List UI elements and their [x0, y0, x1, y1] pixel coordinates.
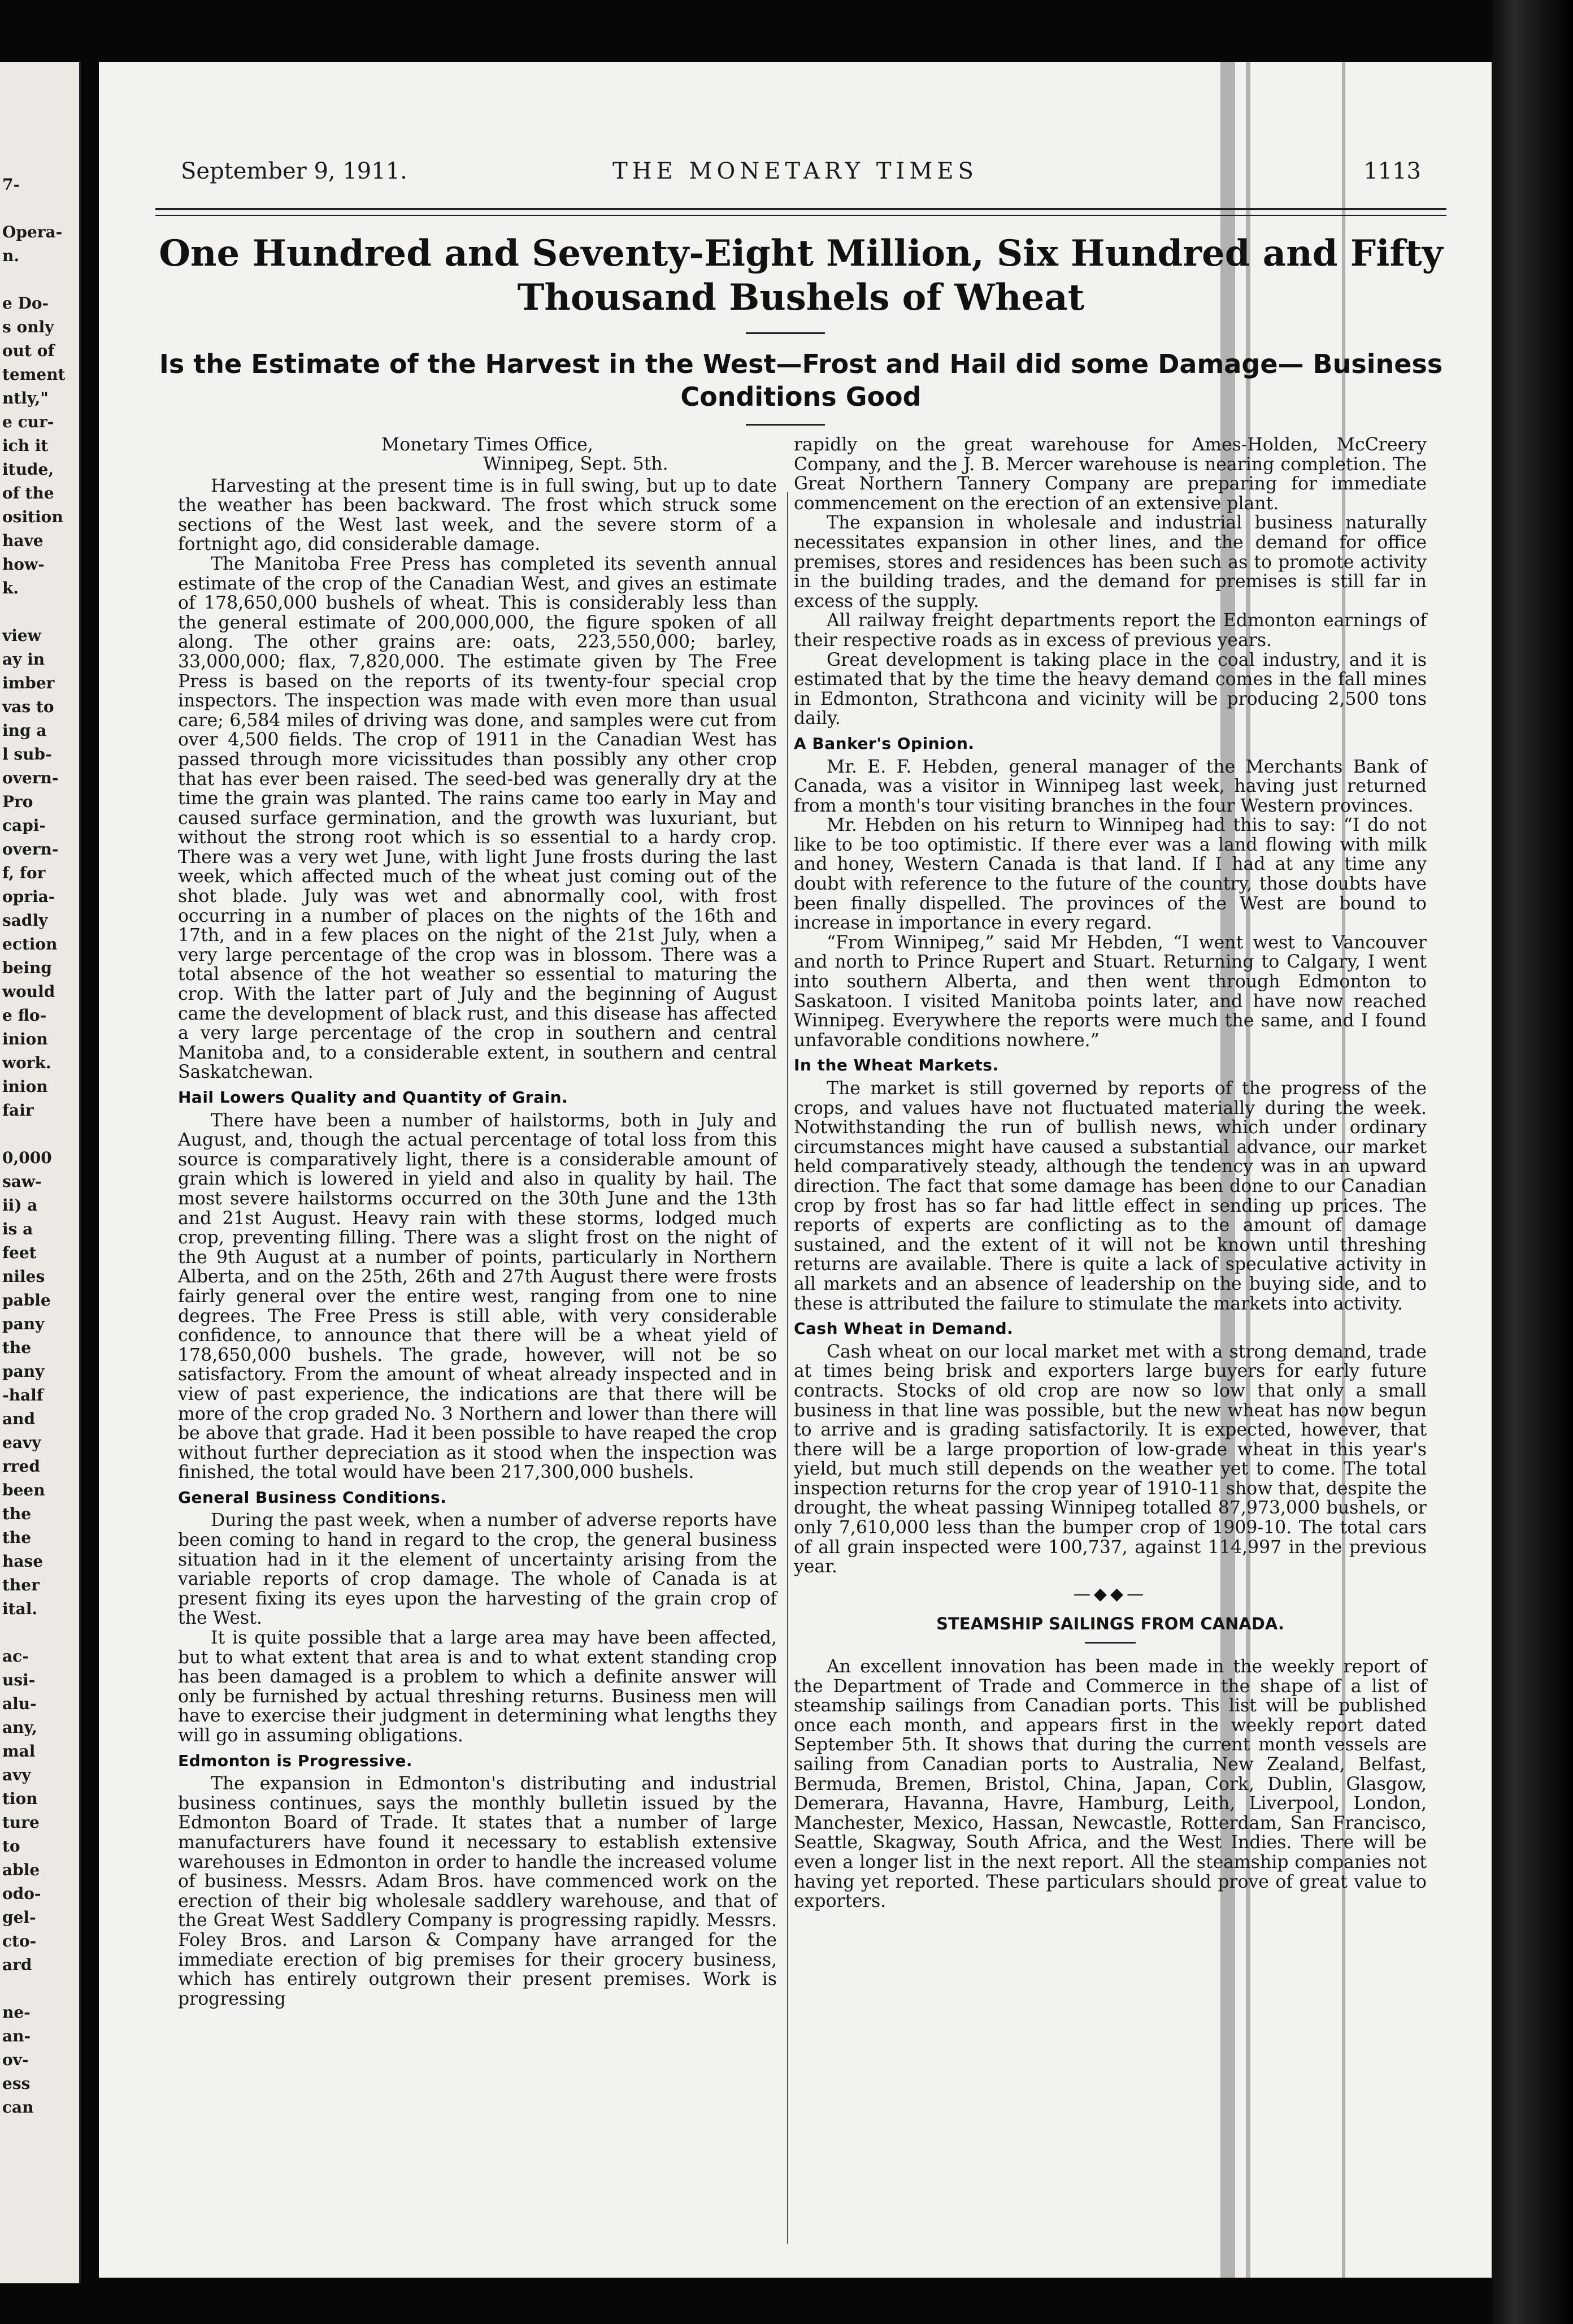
margin-fragment: itude, [2, 460, 54, 479]
margin-fragment: pable [2, 1291, 51, 1310]
margin-fragment: ing a [2, 721, 47, 740]
section-ornament: —◆◆— [1073, 1584, 1148, 1604]
paragraph: The market is still governed by reports of the progress of the crops, and values have not fluctuated materially during the week. Notwithstanding the run of bullish news, which under ordinary circumstances might have caused a substantial advance, our market held comparatively steady, although the tendency was in an upward direction. The fact that some damage has been done to our Canadian crop by frost has so far had little effect in sending up prices. The reports of experts are conflicting as to the amount of damage sustained, and the extent of it will not be known until threshing returns are available. There is quite a lack of speculative activity in all markets and an absence of leadership on the buying side, and to these is attributed the failure to stimulate the markets into activity. [794, 1078, 1427, 1314]
dateline-office: Monetary Times Office, [381, 435, 593, 455]
margin-fragment: gel- [2, 1908, 36, 1927]
margin-fragment: tement [2, 365, 66, 384]
paragraph: “From Winnipeg,” said Mr Hebden, “I went west to Vancouver and north to Prince Rupert and Stuart. Returning to Calgary, I went into southern Alberta, and then went through Edmonton to Saskatoon. I visited Manitoba points later, and have now reached Winnipeg. Everywhere the reports were much the same, and I found unfavorable conditions nowhere.” [794, 932, 1427, 1051]
margin-fragment: rred [2, 1457, 40, 1476]
margin-fragment: can [2, 2098, 34, 2117]
section-heading-steamship: STEAMSHIP SAILINGS FROM CANADA. [936, 1614, 1284, 1634]
margin-fragment: k. [2, 579, 19, 597]
paragraph: Great development is taking place in the coal industry, and it is estimated that by the time the heavy demand comes in the fall mines in Edmonton, Strathcona and vicinity will be producing 2,500 tons daily. [794, 649, 1427, 729]
margin-fragment: out of [2, 341, 55, 360]
section-heading-cash-wheat: Cash Wheat in Demand. [794, 1319, 1014, 1338]
margin-fragment: to [2, 1837, 20, 1855]
margin-fragment: 0,000 [2, 1148, 52, 1167]
margin-fragment: ne- [2, 2003, 31, 2022]
heading-rule [1085, 1642, 1136, 1644]
margin-fragment: e cur- [2, 413, 54, 431]
margin-fragment: 7- [2, 175, 20, 194]
paragraph: Mr. E. F. Hebden, general manager of the Merchants Bank of Canada, was a visitor in Winnipeg last week, having just returned from a month's tour visiting branches in the four Western provinces. [794, 756, 1427, 816]
margin-fragment: ture [2, 1813, 40, 1832]
margin-fragment: the [2, 1338, 32, 1357]
margin-fragment: saw- [2, 1172, 42, 1191]
paragraph: Harvesting at the present time is in full swing, but up to date the weather has been backward. The frost which struck some sections of the West last week, and the severe storm of a fortnight ago, did considerable damage. [178, 475, 777, 555]
column-divider [787, 492, 788, 2244]
newspaper-page [99, 62, 1492, 2278]
margin-fragment: ov- [2, 2050, 29, 2069]
margin-fragment: pany [2, 1315, 45, 1333]
margin-fragment: Opera- [2, 223, 63, 241]
margin-fragment: Pro [2, 792, 33, 811]
headline-rule [746, 332, 825, 334]
margin-fragment: osition [2, 508, 63, 526]
margin-fragment: overn- [2, 840, 59, 859]
page-number: 1113 [1363, 158, 1421, 184]
right-column [794, 435, 1427, 1911]
margin-fragment: being [2, 959, 52, 977]
dateline-place: Winnipeg, Sept. 5th. [483, 454, 668, 474]
margin-fragment: is a [2, 1220, 33, 1238]
margin-fragment: inion [2, 1030, 48, 1048]
margin-fragment: cto- [2, 1932, 37, 1950]
margin-fragment: opria- [2, 887, 55, 906]
margin-fragment: e flo- [2, 1006, 47, 1025]
paragraph: Cash wheat on our local market met with a strong demand, trade at times being brisk and exporters large buyers for early future contracts. Stocks of old crop are now so low that only a small business in that line was possible, but the new wheat has now begun to arrive and is grading satisfactorily. It is expected, however, that there will be a large proportion of low-grade wheat in this year's yield, but much still depends on the weather yet to come. The total inspection returns for the crop year of 1910-11 show that, despite the drought, the wheat passing Winnipeg totalled 87,973,000 bushels, or only 7,610,000 less than the bumper crop of 1909-10. The total cars of all grain inspected were 100,737, against 114,997 in the previous year. [794, 1341, 1427, 1577]
margin-fragment: e Do- [2, 294, 49, 313]
margin-fragment: ther [2, 1576, 40, 1594]
margin-fragment: ard [2, 1956, 32, 1974]
margin-fragment: been [2, 1481, 45, 1499]
section-heading-banker: A Banker's Opinion. [794, 734, 975, 753]
margin-fragment: sadly [2, 911, 48, 930]
section-heading-hail: Hail Lowers Quality and Quantity of Grain. [178, 1088, 568, 1107]
margin-fragment: an- [2, 2027, 31, 2045]
section-heading-edmonton: Edmonton is Progressive. [178, 1751, 413, 1770]
header-rule [155, 215, 1446, 216]
margin-fragment: avy [2, 1766, 31, 1784]
margin-fragment: would [2, 982, 55, 1001]
margin-fragment: and [2, 1410, 36, 1428]
margin-fragment: hase [2, 1552, 44, 1571]
margin-fragment: ntly," [2, 389, 49, 407]
margin-fragment: alu- [2, 1694, 37, 1713]
margin-fragment: ich it [2, 436, 49, 455]
margin-fragment: eavy [2, 1433, 41, 1452]
margin-fragment: fair [2, 1101, 34, 1120]
margin-fragment: usi- [2, 1671, 36, 1689]
paragraph: An excellent innovation has been made in the weekly report of the Department of Trade and Commerce in the shape of a list of steamship sailings from Canadian ports. This list will be published once each month, and appears first in the weekly report dated September 5th. It shows that during the current month vessels are sailing from Canadian ports to Australia, New Zealand, Belfast, Bermuda, Bremen, Bristol, China, Japan, Cork, Dublin, Glasgow, Demerara, Havanna, Havre, Hamburg, Leith, Liverpool, London, Manchester, Mexico, Hassan, Newcastle, Rotterdam, San Francisco, Seattle, Skagway, South Africa, and the West Indies. There will be even a longer list in the next report. All the steamship companies not having yet reported. These particulars should prove of great value to exporters. [794, 1657, 1427, 1912]
issue-date: September 9, 1911. [181, 158, 407, 184]
margin-fragment: any, [2, 1718, 37, 1737]
margin-fragment: mal [2, 1742, 36, 1761]
section-heading-wheat-markets: In the Wheat Markets. [794, 1056, 999, 1075]
margin-fragment: tion [2, 1789, 38, 1808]
margin-fragment: capi- [2, 816, 46, 835]
margin-fragment: have [2, 531, 44, 550]
margin-fragment: ess [2, 2074, 31, 2093]
margin-fragment: of the [2, 484, 54, 502]
margin-fragment: overn- [2, 769, 59, 787]
margin-fragment: ac- [2, 1647, 29, 1666]
margin-fragment: ection [2, 935, 58, 953]
margin-fragment: imber [2, 674, 55, 692]
article-subheadline: Is the Estimate of the Harvest in the West—Frost and Hail did some Damage— Business Conditions Good [159, 349, 1443, 412]
paragraph: The expansion in Edmonton's distributing and industrial business continues, says the monthly bulletin issued by the Edmonton Board of Trade. It states that a number of large manufacturers have found it necessary to establish extensive warehouses in Edmonton in order to handle the increased volume of business. Messrs. Adam Bros. have commenced work on the erection of their big wholesale saddlery warehouse, and that of the Great West Saddlery Company is progressing rapidly. Messrs. Foley Bros. and Larson & Company have arranged for the immediate erection of big premises for their grocery business, which has entirely outgrown their present premises. Work is progressing [178, 1774, 777, 2009]
margin-fragment: niles [2, 1267, 45, 1286]
margin-fragment: s only [2, 318, 54, 336]
header-rule [155, 208, 1446, 210]
margin-fragment: feet [2, 1243, 37, 1262]
margin-fragment: able [2, 1861, 40, 1879]
margin-fragment: l sub- [2, 745, 52, 764]
paragraph: During the past week, when a number of adverse reports have been coming to hand in regard to the crop, the general business situation had in it the element of uncertainty arising from the variable reports of crop damage. The whole of Canada is at present fixing its eyes upon the harvesting of the grain crop of the West. [178, 1510, 777, 1629]
subheadline-rule [746, 424, 825, 426]
paragraph: The expansion in wholesale and industrial business naturally necessitates expansion in other lines, and the demand for office premises, stores and residences has been such as to promote activity in the building trades, and the demand for premises is still far in excess of the supply. [794, 513, 1427, 612]
margin-fragment: odo- [2, 1884, 41, 1903]
margin-fragment: f, for [2, 864, 46, 882]
margin-fragment: the [2, 1528, 32, 1547]
page-header [99, 158, 1492, 192]
masthead: THE MONETARY TIMES [612, 158, 978, 184]
left-column [178, 435, 777, 2009]
margin-fragment: inion [2, 1077, 48, 1096]
paragraph: Mr. Hebden on his return to Winnipeg had this to say: “I do not like to be too optimistic. If there ever was a land flowing with milk and honey, Western Canada is that land. If I had at any time any doubt with reference to the future of the country, those doubts have been finally dispelled. The provinces of the West are bound to increase in importance in every regard. [794, 815, 1427, 934]
margin-fragment: n. [2, 246, 20, 265]
paragraph: It is quite possible that a large area may have been affected, but to what extent that area is and to what extent standing crop has been damaged is a problem to which a definite answer will only be furnished by actual threshing returns. Business men will have to exercise their judgment in determining what lengths they will go in assuming obligations. [178, 1628, 777, 1746]
margin-fragment: pany [2, 1362, 45, 1381]
article-headline: One Hundred and Seventy-Eight Million, Six Hundred and Fifty Thousand Bushels of Wheat [159, 232, 1443, 319]
margin-fragment: vas to [2, 697, 54, 716]
paragraph: All railway freight departments report the Edmonton earnings of their respective roads as in excess of previous years. [794, 610, 1427, 651]
margin-fragment: work. [2, 1053, 51, 1072]
margin-fragment: the [2, 1504, 32, 1523]
adjacent-page-fragment [0, 62, 81, 2283]
paragraph: There have been a number of hailstorms, both in July and August, and, though the actual percentage of total loss from this source is comparatively light, there is a considerable amount of grain which is lowered in yield and also in quality by hail. The most severe hailstorms occurred on the 30th June and the 13th and 21st August. Heavy rain with these storms, lodged much crop, preventing filling. There was a slight frost on the night of the 9th August at a number of points, particularly in Northern Alberta, and on the 25th, 26th and 27th August there were frosts fairly general over the entire west, ranging from one to nine degrees. The Free Press is still able, with very considerable confidence, to announce that there will be a wheat yield of 178,650,000 bushels. The grade, however, will not be so satisfactory. From the amount of wheat already inspected and in view of past experience, the indications are that there will be more of the crop graded No. 3 Northern and lower than there will be above that grade. Had it been possible to have reaped the crop without further depreciation as it stood when the inspection was finished, the total would have been 217,300,000 bushels. [178, 1110, 777, 1483]
margin-fragment: ii) a [2, 1196, 38, 1215]
margin-fragment: -half [2, 1386, 44, 1404]
paragraph: The Manitoba Free Press has completed its seventh annual estimate of the crop of the Canadian West, and gives an estimate of 178,650,000 bushels of wheat. This is considerably less than the general estimate of 200,000,000, the figure spoken of all along. The other grains are: oats, 223,550,000; barley, 33,000,000; flax, 7,820,000. The estimate given by The Free Press is based on the reports of its twenty-four special crop inspectors. The inspection was made with even more than usual care; 6,584 miles of driving was done, and samples were cut from over 4,500 fields. The crop of 1911 in the Canadian West has passed through more vicissitudes than possibly any other crop that has ever been raised. The seed-bed was generally dry at the time the grain was planted. The rains came too early in May and caused surface germination, and the growth was luxuriant, but without the strong root which is so essential to a hardy crop. There was a very wet June, with light June frosts during the last week, which affected much of the wheat just coming out of the shot blade. July was wet and abnormally cool, with frost occurring in a number of places on the nights of the 16th and 17th, and in a few places on the night of the 21st July, when a very large percentage of the crop was in blossom. There was a total absence of the hot weather so essential to maturing the crop. With the latter part of July and the beginning of August came the development of black rust, and this disease has affected a very large percentage of the crop in southern and central Manitoba and, to a considerable extent, in southern and central Saskatchewan. [178, 553, 777, 1083]
page-gutter-edge [1492, 0, 1573, 2324]
margin-fragment: how- [2, 555, 45, 574]
margin-fragment: ay in [2, 650, 45, 669]
paragraph: rapidly on the great warehouse for Ames-Holden, McCreery Company, and the J. B. Mercer warehouse is nearing completion. The Great Northern Tannery Company are preparing for immediate commencement on the erection of an extensive plant. [794, 435, 1427, 514]
margin-fragment: ital. [2, 1599, 38, 1618]
section-heading-general-business: General Business Conditions. [178, 1488, 447, 1507]
margin-fragment: view [2, 626, 41, 645]
